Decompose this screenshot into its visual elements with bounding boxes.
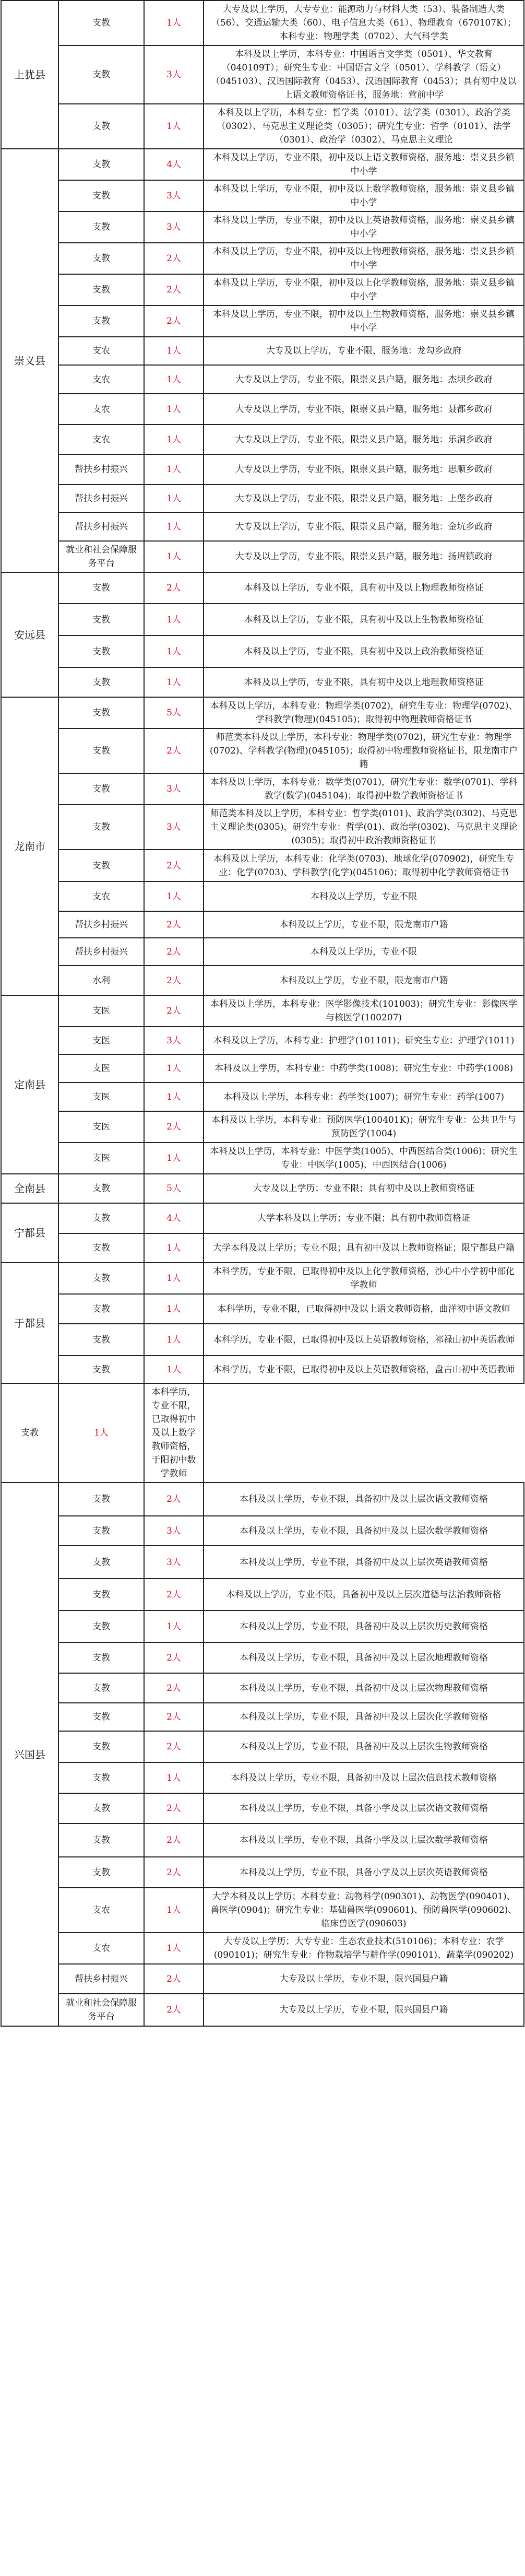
headcount-cell: 5人	[144, 697, 204, 728]
headcount-cell: 2人	[144, 1857, 204, 1888]
requirements-cell: 本科及以上学历，专业不限，具备小学及以上层次语文教师资格	[204, 1793, 524, 1824]
position-type-cell: 支教	[58, 104, 144, 149]
requirements-cell: 本科及以上学历，专业不限，具备小学及以上层次数学教师资格	[204, 1824, 524, 1857]
table-row	[1, 394, 524, 425]
table-row	[1, 1027, 524, 1054]
position-type-cell: 帮扶乡村振兴	[58, 512, 144, 541]
headcount-cell: 1人	[144, 365, 204, 394]
position-type-cell: 支医	[58, 1111, 144, 1143]
table-row	[1, 1, 524, 45]
requirements-cell: 本科及以上学历，本科专业：药学类(1007)；研究生专业：药学(1007)	[204, 1083, 524, 1111]
table-row	[1, 773, 524, 805]
headcount-cell: 1人	[144, 1143, 204, 1174]
requirements-cell: 本科及以上学历，专业不限，具备初中及以上层次信息技术教师资格	[204, 1762, 524, 1793]
position-type-cell: 支农	[58, 337, 144, 365]
table-row	[1, 149, 524, 180]
headcount-cell: 2人	[144, 938, 204, 966]
position-type-cell: 支教	[58, 636, 144, 667]
table-row	[1, 1516, 524, 1546]
table-row	[1, 1483, 524, 1516]
position-type-cell: 支农	[58, 881, 144, 911]
position-type-cell: 支教	[58, 850, 144, 881]
requirements-cell: 本科学历，专业不限，已取得初中及以上数学教师资格，于阳初中数学教师	[144, 1383, 204, 1483]
requirements-cell: 本科学历，专业不限，已取得初中及以上英语教师资格，祁禄山初中英语教师	[204, 1324, 524, 1356]
requirements-cell: 大学本科及以上学历；本科专业：动物科学(090301)、动物医学(090401)、兽医学(0904)；研究生专业：基础兽医学(090601)、预防兽医学(090602)、临床兽医学(090603)	[204, 1888, 524, 1933]
position-type-cell: 帮扶乡村振兴	[58, 454, 144, 485]
headcount-cell: 1人	[144, 1083, 204, 1111]
position-type-cell: 支医	[58, 995, 144, 1027]
headcount-cell: 1人	[144, 337, 204, 365]
headcount-cell: 1人	[144, 1294, 204, 1324]
position-type-cell: 帮扶乡村振兴	[58, 485, 144, 512]
requirements-cell: 本科及以上学历，专业不限，限龙南市户籍	[204, 966, 524, 995]
position-type-cell: 支教	[58, 305, 144, 337]
requirements-cell: 大专及以上学历，大专专业：能源动力与材料大类（53）、装备制造大类（56）、交通运输大类（60）、电子信息大类（61）、物理教育（670107K）；本科专业：物理学类（0702）、大气科学类	[204, 1, 524, 45]
table-row	[1, 1888, 524, 1933]
headcount-cell: 2人	[144, 274, 204, 305]
position-type-cell: 支教	[58, 211, 144, 243]
requirements-cell: 本科及以上学历，专业不限，初中及以上数学教师资格，服务地：崇义县乡镇中小学	[204, 180, 524, 211]
table-row	[1, 337, 524, 365]
requirements-cell: 本科及以上学历，专业不限，具备初中及以上层次地理教师资格	[204, 1642, 524, 1673]
table-row	[1, 305, 524, 337]
requirements-cell: 本科及以上学历，专业不限，具备初中及以上层次数学教师资格	[204, 1516, 524, 1546]
headcount-cell: 3人	[144, 180, 204, 211]
position-type-cell: 帮扶乡村振兴	[58, 911, 144, 938]
county-cell: 崇义县	[1, 149, 58, 572]
requirements-cell: 本科及以上学历，本科专业：物理学类(0702)，研究生专业：物理学(0702)、学科教学(物理)(045105)；取得初中物理教师资格证书	[204, 697, 524, 728]
requirements-cell: 大专及以上学历，专业不限，服务地：龙勾乡政府	[204, 337, 524, 365]
requirements-cell: 本科及以上学历，专业不限，具有初中及以上物理教师资格证	[204, 572, 524, 604]
table-row	[1, 1703, 524, 1731]
table-row	[1, 881, 524, 911]
requirements-cell: 大专及以上学历，专业不限，限崇义县户籍，服务地：扬眉镇政府	[204, 541, 524, 572]
position-type-cell: 就业和社会保障服务平台	[58, 1994, 144, 2026]
table-row	[1, 1356, 524, 1383]
position-type-cell: 支教	[58, 274, 144, 305]
headcount-cell: 2人	[144, 1793, 204, 1824]
position-type-cell: 支教	[58, 243, 144, 274]
headcount-cell: 2人	[144, 728, 204, 773]
recruitment-table	[1, 0, 524, 2027]
requirements-cell: 大专及以上学历；专业不限；具有初中及以上教师资格证	[204, 1174, 524, 1203]
headcount-cell: 4人	[144, 1203, 204, 1233]
requirements-cell: 大专及以上学历，专业不限，限兴国县户籍	[204, 1994, 524, 2026]
table-row	[1, 180, 524, 211]
position-type-cell: 就业和社会保障服务平台	[58, 541, 144, 572]
position-type-cell: 支教	[58, 1610, 144, 1642]
position-type-cell: 支农	[58, 1888, 144, 1933]
requirements-cell: 本科及以上学历，专业不限，具备初中及以上层次物理教师资格	[204, 1673, 524, 1703]
requirements-cell: 大专及以上学历，专业不限，限崇义县户籍，服务地：金坑乡政府	[204, 512, 524, 541]
requirements-cell: 大专及以上学历，专业不限，限崇义县户籍，服务地：上堡乡政府	[204, 485, 524, 512]
requirements-cell: 本科及以上学历，专业不限，初中及以上化学教师资格，服务地：崇义县乡镇中小学	[204, 274, 524, 305]
headcount-cell: 2人	[144, 572, 204, 604]
headcount-cell: 2人	[144, 1111, 204, 1143]
position-type-cell: 支农	[58, 425, 144, 454]
headcount-cell: 2人	[144, 966, 204, 995]
table-row	[1, 697, 524, 728]
table-row	[1, 485, 524, 512]
requirements-cell: 师范类本科及以上学历，本科专业：物理学类(0702)，研究生专业：物理学(0702)、学科教学(物理)(045105)；取得初中物理教师资格证书，限龙南市户籍	[204, 728, 524, 773]
position-type-cell: 支教	[58, 1793, 144, 1824]
table-row	[1, 1933, 524, 1964]
headcount-cell: 2人	[144, 995, 204, 1027]
table-row	[1, 1964, 524, 1994]
requirements-cell: 本科及以上学历，专业不限，具有初中及以上地理教师资格证	[204, 667, 524, 697]
table-row	[1, 1054, 524, 1083]
headcount-cell: 2人	[144, 243, 204, 274]
headcount-cell: 1人	[144, 636, 204, 667]
table-row	[1, 1383, 524, 1483]
requirements-cell: 本科及以上学历，专业不限，具备初中及以上层次道德与法治教师资格	[204, 1579, 524, 1610]
headcount-cell: 1人	[144, 1054, 204, 1083]
table-row	[1, 211, 524, 243]
headcount-cell: 1人	[144, 485, 204, 512]
headcount-cell: 1人	[144, 425, 204, 454]
headcount-cell: 5人	[144, 1174, 204, 1203]
headcount-cell: 1人	[144, 1, 204, 45]
headcount-cell: 1人	[144, 881, 204, 911]
position-type-cell: 支教	[58, 1483, 144, 1516]
table-row	[1, 1673, 524, 1703]
headcount-cell: 3人	[144, 1546, 204, 1579]
headcount-cell: 1人	[144, 667, 204, 697]
requirements-cell: 大专及以上学历，专业不限，限崇义县户籍，服务地：乐洞乡政府	[204, 425, 524, 454]
county-cell: 定南县	[1, 995, 58, 1174]
headcount-cell: 1人	[144, 1356, 204, 1383]
requirements-cell: 本科及以上学历，专业不限，初中及以上英语教师资格，服务地：崇义县乡镇中小学	[204, 211, 524, 243]
requirements-cell: 本科及以上学历，本科专业：中医学类(1005)、中西医结合类(1006)；研究生专业：中医学(1005)、中西医结合(1006)	[204, 1143, 524, 1174]
requirements-cell: 本科及以上学历，本科专业：预防医学(100401K)；研究生专业：公共卫生与预防医学(1004)	[204, 1111, 524, 1143]
position-type-cell: 支医	[58, 1083, 144, 1111]
headcount-cell: 1人	[144, 104, 204, 149]
position-type-cell: 支教	[58, 1174, 144, 1203]
headcount-cell: 4人	[144, 149, 204, 180]
requirements-cell: 大专及以上学历；大专专业：生态农业技术(510106)；本科专业：农学(090101)；研究生专业：作物栽培学与耕作学(090101)、蔬菜学(090202)	[204, 1933, 524, 1964]
county-cell: 宁都县	[1, 1203, 58, 1263]
headcount-cell: 1人	[144, 1324, 204, 1356]
table-row	[1, 1263, 524, 1294]
table-row	[1, 850, 524, 881]
requirements-cell: 本科及以上学历，专业不限，具备初中及以上层次英语教师资格	[204, 1546, 524, 1579]
position-type-cell: 支教	[58, 728, 144, 773]
requirements-cell: 本科及以上学历，本科专业：中国语言文学类（0501）、华文教育（040109T）；研究生专业：中国语言文学（0501）、学科教学（语文）（045103）、汉语国际教育（0453）、汉语国际教育（0453）；具有初中及以上语文教师资格证书，服务地：营前中学	[204, 45, 524, 104]
table-row	[1, 1994, 524, 2026]
county-cell: 上犹县	[1, 1, 58, 149]
table-row	[1, 572, 524, 604]
position-type-cell: 帮扶乡村振兴	[58, 1964, 144, 1994]
headcount-cell: 1人	[144, 394, 204, 425]
requirements-cell: 本科及以上学历，本科专业：护理学(101101)；研究生专业：护理学(1011)	[204, 1027, 524, 1054]
table-row	[1, 966, 524, 995]
headcount-cell: 3人	[144, 45, 204, 104]
position-type-cell: 帮扶乡村振兴	[58, 938, 144, 966]
position-type-cell: 支教	[58, 1546, 144, 1579]
headcount-cell: 1人	[144, 541, 204, 572]
requirements-cell: 本科及以上学历，专业不限，初中及以上语文教师资格，服务地：崇义县乡镇中小学	[204, 149, 524, 180]
table-row	[1, 1793, 524, 1824]
table-row	[1, 243, 524, 274]
requirements-cell: 本科及以上学历，专业不限，限龙南市户籍	[204, 911, 524, 938]
table-row	[1, 1731, 524, 1762]
county-cell: 于都县	[1, 1263, 58, 1383]
position-type-cell: 支教	[58, 1203, 144, 1233]
headcount-cell: 1人	[144, 604, 204, 636]
requirements-cell: 大专及以上学历，专业不限，限崇义县户籍，服务地：聂都乡政府	[204, 394, 524, 425]
requirements-cell: 本科及以上学历，专业不限，具备初中及以上层次生物教师资格	[204, 1731, 524, 1762]
headcount-cell: 1人	[144, 1233, 204, 1263]
headcount-cell: 1人	[144, 454, 204, 485]
table-row	[1, 1111, 524, 1143]
position-type-cell: 支医	[58, 1027, 144, 1054]
headcount-cell: 1人	[144, 1610, 204, 1642]
headcount-cell: 1人	[144, 1762, 204, 1793]
headcount-cell: 2人	[144, 1642, 204, 1673]
headcount-cell: 2人	[144, 850, 204, 881]
table-row	[1, 1642, 524, 1673]
table-row	[1, 805, 524, 850]
requirements-cell: 本科及以上学历，本科专业：医学影像技术(101003)；研究生专业：影像医学与核医学(100207)	[204, 995, 524, 1027]
requirements-cell: 本科及以上学历，专业不限，初中及以上物理教师资格，服务地：崇义县乡镇中小学	[204, 243, 524, 274]
position-type-cell: 支教	[58, 1731, 144, 1762]
position-type-cell: 支教	[58, 1579, 144, 1610]
table-row	[1, 512, 524, 541]
headcount-cell: 2人	[144, 305, 204, 337]
table-row	[1, 1324, 524, 1356]
position-type-cell: 支教	[58, 1824, 144, 1857]
requirements-cell: 本科及以上学历，专业不限，具有初中及以上政治教师资格证	[204, 636, 524, 667]
table-row	[1, 1579, 524, 1610]
headcount-cell: 3人	[144, 1516, 204, 1546]
position-type-cell: 水利	[58, 966, 144, 995]
requirements-cell: 本科及以上学历，本科专业：哲学类（0101）、法学类（0301）、政治学类（0302）、马克思主义理论类（0305）；研究生专业：哲学（0101）、法学（0301）、政治学（0302）、马克思主义理论	[204, 104, 524, 149]
headcount-cell: 2人	[144, 1824, 204, 1857]
position-type-cell: 支教	[58, 1762, 144, 1793]
table-row	[1, 454, 524, 485]
headcount-cell: 2人	[144, 1964, 204, 1994]
requirements-cell: 本科及以上学历，专业不限，具备小学及以上层次英语教师资格	[204, 1857, 524, 1888]
table-row	[1, 1610, 524, 1642]
position-type-cell: 支农	[58, 1933, 144, 1964]
county-cell: 兴国县	[1, 1483, 58, 2026]
headcount-cell: 1人	[144, 1933, 204, 1964]
table-row	[1, 1203, 524, 1233]
table-row	[1, 1546, 524, 1579]
county-cell: 安远县	[1, 572, 58, 697]
position-type-cell: 支医	[58, 1054, 144, 1083]
table-row	[1, 1824, 524, 1857]
headcount-cell: 2人	[144, 911, 204, 938]
requirements-cell: 大学本科及以上学历；专业不限；具有初中教师资格证	[204, 1203, 524, 1233]
position-type-cell: 支教	[58, 572, 144, 604]
table-row	[1, 667, 524, 697]
table-row	[1, 1294, 524, 1324]
requirements-cell: 本科及以上学历，专业不限，具备初中及以上层次语文教师资格	[204, 1483, 524, 1516]
table-row	[1, 45, 524, 104]
position-type-cell: 支教	[58, 1857, 144, 1888]
requirements-cell: 本科及以上学历，专业不限，具有初中及以上生物教师资格证	[204, 604, 524, 636]
table-row	[1, 604, 524, 636]
position-type-cell: 支教	[58, 1263, 144, 1294]
requirements-cell: 大专及以上学历，专业不限，限兴国县户籍	[204, 1964, 524, 1994]
requirements-cell: 本科学历，专业不限，已取得初中及以上英语教师资格，盘古山初中英语教师	[204, 1356, 524, 1383]
position-type-cell: 支教	[58, 667, 144, 697]
table-row	[1, 728, 524, 773]
table-row	[1, 274, 524, 305]
requirements-cell: 本科及以上学历，本科专业：中药学类(1008)；研究生专业：中药学(1008)	[204, 1054, 524, 1083]
position-type-cell: 支教	[58, 1673, 144, 1703]
position-type-cell: 支教	[58, 697, 144, 728]
table-row	[1, 1762, 524, 1793]
table-row	[1, 541, 524, 572]
table-row	[1, 365, 524, 394]
requirements-cell: 本科及以上学历，本科专业：化学类(0703)、地球化学(070902)，研究生专业：化学(0703)、学科教学(化学)(045106)；取得初中化学教师资格证书	[204, 850, 524, 881]
headcount-cell: 3人	[144, 1027, 204, 1054]
county-cell: 龙南市	[1, 697, 58, 995]
table-row	[1, 1174, 524, 1203]
position-type-cell: 支医	[58, 1143, 144, 1174]
table-row	[1, 1233, 524, 1263]
position-type-cell: 支教	[58, 1294, 144, 1324]
requirements-cell: 本科及以上学历，专业不限	[204, 938, 524, 966]
requirements-cell: 本科及以上学历，专业不限	[204, 881, 524, 911]
table-row	[1, 104, 524, 149]
table-body	[1, 1, 524, 2026]
position-type-cell: 支教	[58, 1516, 144, 1546]
county-cell: 全南县	[1, 1174, 58, 1203]
position-type-cell: 支教	[58, 1703, 144, 1731]
position-type-cell: 支农	[58, 365, 144, 394]
position-type-cell: 支农	[58, 394, 144, 425]
headcount-cell: 3人	[144, 211, 204, 243]
table-row	[1, 1857, 524, 1888]
requirements-cell: 本科学历，专业不限，已取得初中及以上化学教师资格，沙心中小学初中部化学教师	[204, 1263, 524, 1294]
position-type-cell: 支教	[58, 180, 144, 211]
position-type-cell: 支教	[58, 1233, 144, 1263]
requirements-cell: 师范类本科及以上学历，本科专业：哲学类(0101)、政治学类(0302)、马克思主义理论类(0305)，研究生专业：哲学(01)、政治学(0302)、马克思主义理论(0305)；取得初中政治教师资格证书	[204, 805, 524, 850]
headcount-cell: 2人	[144, 1673, 204, 1703]
position-type-cell: 支教	[58, 1356, 144, 1383]
headcount-cell: 1人	[144, 1888, 204, 1933]
table-row	[1, 938, 524, 966]
requirements-cell: 本科及以上学历，专业不限，初中及以上生物教师资格，服务地：崇义县乡镇中小学	[204, 305, 524, 337]
requirements-cell: 大专及以上学历，专业不限，限崇义县户籍，服务地：思顺乡政府	[204, 454, 524, 485]
position-type-cell: 支教	[58, 1324, 144, 1356]
position-type-cell: 支教	[1, 1383, 58, 1483]
position-type-cell: 支教	[58, 773, 144, 805]
headcount-cell: 2人	[144, 1994, 204, 2026]
table-row	[1, 425, 524, 454]
position-type-cell: 支教	[58, 149, 144, 180]
position-type-cell: 支教	[58, 45, 144, 104]
headcount-cell: 1人	[58, 1383, 144, 1483]
position-type-cell: 支教	[58, 1642, 144, 1673]
requirements-cell: 本科及以上学历，专业不限，具备初中及以上层次历史教师资格	[204, 1610, 524, 1642]
headcount-cell: 2人	[144, 1483, 204, 1516]
headcount-cell: 1人	[144, 1263, 204, 1294]
headcount-cell: 2人	[144, 1731, 204, 1762]
headcount-cell: 3人	[144, 773, 204, 805]
headcount-cell: 3人	[144, 805, 204, 850]
requirements-cell: 本科及以上学历，本科专业：数学类(0701)，研究生专业：数学(0701)、学科教学(数学)(045104)；取得初中数学教师资格证书	[204, 773, 524, 805]
position-type-cell: 支教	[58, 805, 144, 850]
table-row	[1, 911, 524, 938]
position-type-cell: 支教	[58, 1, 144, 45]
table-row	[1, 636, 524, 667]
table-row	[1, 1083, 524, 1111]
headcount-cell: 2人	[144, 1579, 204, 1610]
requirements-cell: 大专及以上学历，专业不限，限崇义县户籍，服务地：杰坝乡政府	[204, 365, 524, 394]
requirements-cell: 本科及以上学历，专业不限，具备初中及以上层次化学教师资格	[204, 1703, 524, 1731]
requirements-cell: 大学本科及以上学历；专业不限；具有初中及以上教师资格证；限宁都县户籍	[204, 1233, 524, 1263]
table-row	[1, 1143, 524, 1174]
requirements-cell: 本科学历，专业不限，已取得初中及以上语文教师资格，曲洋初中语文教师	[204, 1294, 524, 1324]
table-row	[1, 995, 524, 1027]
position-type-cell: 支教	[58, 604, 144, 636]
headcount-cell: 1人	[144, 512, 204, 541]
headcount-cell: 2人	[144, 1703, 204, 1731]
